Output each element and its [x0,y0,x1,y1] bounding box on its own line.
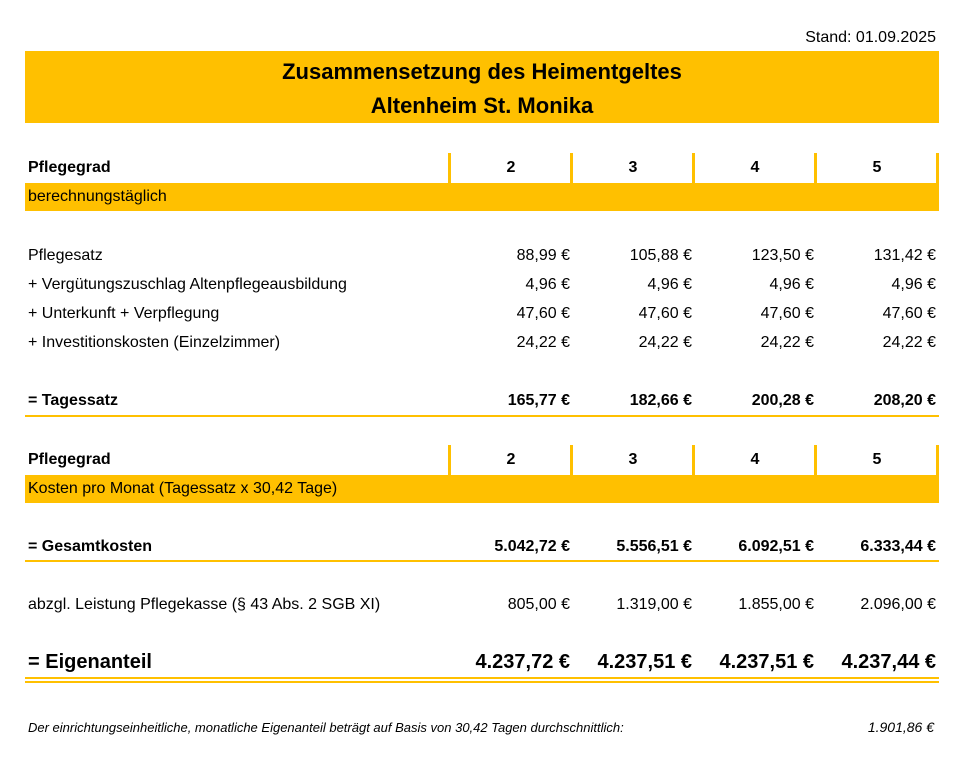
column-divider [692,153,695,183]
gesamtkosten-row [25,534,939,560]
cell-value: 4.237,44 € [841,651,936,673]
grade-3-header: 3 [628,451,638,468]
pflegegrad-header-row [25,447,939,473]
grade-3-header: 3 [628,159,638,176]
table-row [25,243,939,269]
table-row [25,301,939,327]
document-title: Zusammensetzung des Heimentgeltes [282,59,682,84]
tagessatz-row [25,388,939,414]
cell-value: 200,28 € [751,392,814,409]
tagessatz-label: = Tagessatz [28,392,118,409]
column-divider [814,153,817,183]
stand-date: Stand: 01.09.2025 [805,29,936,46]
cell-value: 24,22 € [882,334,936,351]
cell-value: 182,66 € [629,392,692,409]
table-row [25,330,939,356]
cell-value: 105,88 € [629,247,692,264]
row-label: + Unterkunft + Verpflegung [28,305,220,322]
cell-value: 47,60 € [882,305,936,322]
grade-2-header: 2 [506,451,516,468]
cell-value: 88,99 € [516,247,570,264]
cell-value: 4,96 € [769,276,814,293]
cell-value: 123,50 € [751,247,814,264]
cell-value: 4.237,72 € [475,651,570,673]
grade-5-header: 5 [872,159,882,176]
grade-4-header: 4 [750,159,760,176]
cell-value: 2.096,00 € [860,596,936,613]
grade-5-header: 5 [872,451,882,468]
pflegekasse-row [25,592,939,618]
cell-value: 5.556,51 € [616,538,692,555]
pflegegrad-label: Pflegegrad [28,451,111,468]
cell-value: 4,96 € [891,276,936,293]
cell-value: 1.319,00 € [616,596,692,613]
pflegegrad-label: Pflegegrad [28,159,111,176]
eigenanteil-row [25,651,939,679]
cell-value: 165,77 € [507,392,570,409]
column-divider [936,445,939,475]
grade-2-header: 2 [506,159,516,176]
column-divider [570,445,573,475]
section-band-daily [25,183,939,211]
cell-value: 24,22 € [516,334,570,351]
cell-value: 24,22 € [760,334,814,351]
row-label: + Vergütungszuschlag Altenpflegeausbildung [28,276,347,293]
row-label: + Investitionskosten (Einzelzimmer) [28,334,281,351]
double-divider-top [25,677,939,679]
row-label: Pflegesatz [28,247,103,264]
cell-value: 6.092,51 € [738,538,814,555]
cell-value: 47,60 € [760,305,814,322]
divider [25,560,939,562]
column-divider [692,445,695,475]
gesamtkosten-label: = Gesamtkosten [28,538,153,555]
pflegekasse-label: abzgl. Leistung Pflegekasse (§ 43 Abs. 2 SGB XI) [28,596,381,613]
column-divider [448,153,451,183]
grade-4-header: 4 [750,451,760,468]
cell-value: 4.237,51 € [597,651,692,673]
double-divider-bottom [25,681,939,683]
cell-value: 131,42 € [873,247,936,264]
column-divider [936,153,939,183]
section-monthly-label: Kosten pro Monat (Tagessatz x 30,42 Tage) [28,480,338,497]
footnote-text: Der einrichtungseinheitliche, monatliche Eigenanteil beträgt auf Basis von 30,42 Tagen durchschnittlich: [28,720,624,735]
eigenanteil-label: = Eigenanteil [28,651,152,673]
title-banner [25,51,939,123]
footnote-value: 1.901,86 € [867,719,934,735]
facility-name: Altenheim St. Monika [370,93,594,118]
divider [25,415,939,417]
cell-value: 208,20 € [873,392,936,409]
cell-value: 47,60 € [516,305,570,322]
cell-value: 805,00 € [507,596,570,613]
cell-value: 47,60 € [638,305,692,322]
cell-value: 5.042,72 € [494,538,570,555]
cell-value: 4,96 € [647,276,692,293]
table-row [25,272,939,298]
column-divider [570,153,573,183]
section-daily-label: berechnungstäglich [28,188,167,205]
cell-value: 6.333,44 € [860,538,936,555]
section-band-monthly [25,475,939,503]
cell-value: 4,96 € [525,276,570,293]
pflegegrad-header-row [25,155,939,181]
cell-value: 4.237,51 € [719,651,814,673]
column-divider [814,445,817,475]
column-divider [448,445,451,475]
cell-value: 24,22 € [638,334,692,351]
cell-value: 1.855,00 € [738,596,814,613]
